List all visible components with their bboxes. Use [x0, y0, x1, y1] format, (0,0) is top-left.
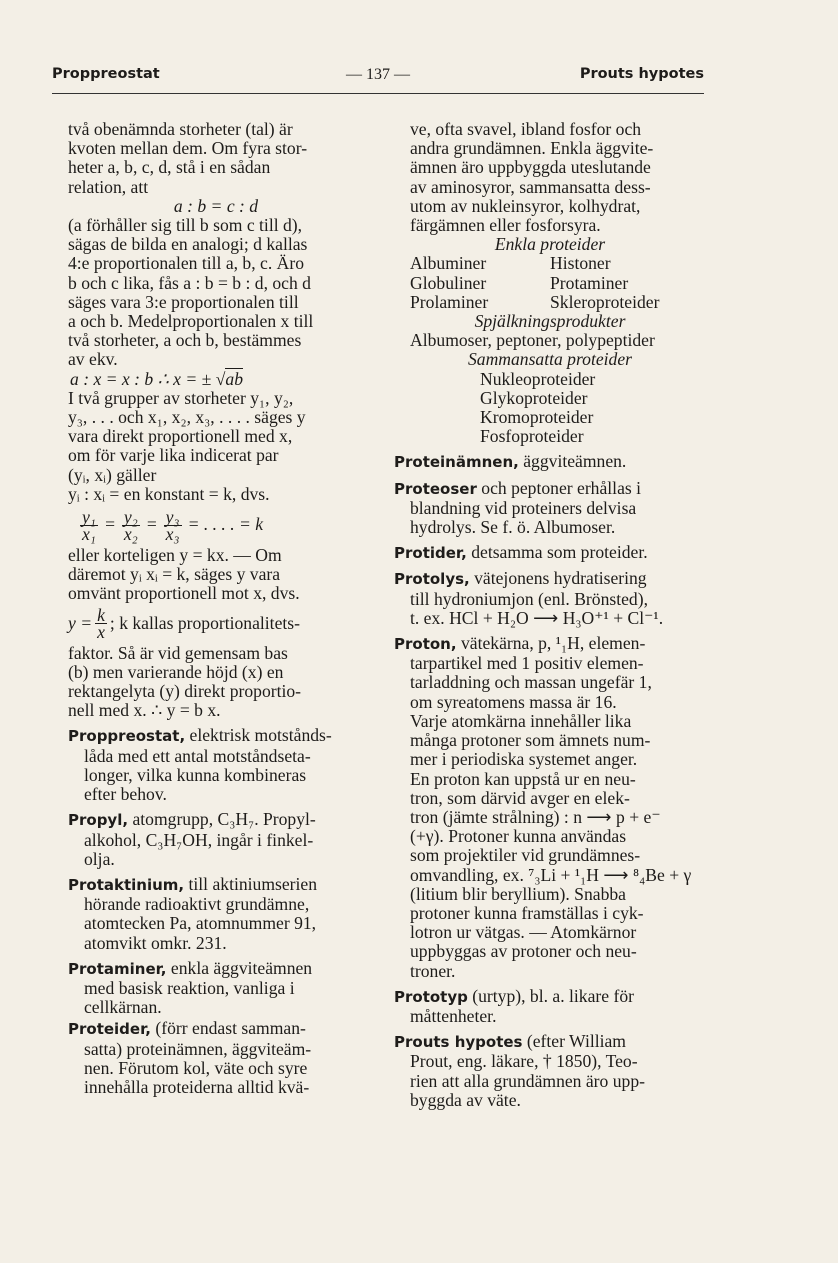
- formula-ratio-chain: [68, 504, 364, 546]
- entry-headword: Proppreostat,: [68, 727, 186, 746]
- equals-sign: =: [145, 514, 158, 535]
- entry-text: innehålla proteiderna alltid kvä-: [84, 1076, 310, 1097]
- subheading-enkla: Enkla proteider: [494, 234, 606, 255]
- entry-text: (urtyp), bl. a. likare för: [472, 985, 634, 1006]
- entry-text: (litium blir beryllium). Snabba: [410, 883, 626, 904]
- frac-num: k: [97, 605, 105, 626]
- entry-text: hörande radioaktivt grundämne,: [84, 894, 310, 915]
- text-line: andra grundämnen. Enkla äggvite-: [410, 138, 654, 159]
- formula-tail: = . . . . = k: [187, 514, 264, 535]
- text-line: vara direkt proportionell med x,: [68, 426, 293, 447]
- entry-proppreostat: [68, 726, 364, 804]
- list-item: Fosfoproteider: [480, 426, 584, 447]
- entry-text: troner.: [410, 960, 456, 981]
- entry-protolys: [394, 569, 706, 628]
- entry-text: Prout, eng. läkare, † 1850), Teo-: [410, 1051, 638, 1072]
- entry-text: atomtecken Pa, atomnummer 91,: [84, 913, 317, 934]
- list-item: Albuminer: [410, 253, 487, 274]
- text-line: (b) men varierande höjd (x) en: [68, 661, 284, 682]
- text-line: omvänt proportionell mot x, dvs.: [68, 583, 300, 604]
- equals-sign: =: [103, 514, 116, 535]
- text-line: ; k kallas proportionalitets-: [109, 613, 300, 634]
- fraction: [164, 506, 182, 544]
- entry-text: protoner kunna framställas i cyk-: [410, 902, 644, 923]
- entry-headword: Protider,: [394, 544, 467, 563]
- text-line: eller korteligen y = kx. — Om: [68, 545, 282, 566]
- entry-protaminer: [68, 959, 364, 1018]
- entry-text: efter behov.: [84, 784, 167, 805]
- entry-protaktinium: [68, 875, 364, 953]
- entry-headword: Prototyp: [394, 987, 468, 1006]
- entry-proton: [394, 634, 706, 981]
- text-line: heter a, b, c, d, stå i en sådan: [68, 157, 271, 178]
- frac-den: x₂: [123, 523, 138, 544]
- entry-text: nen. Förutom kol, väte och syre: [84, 1057, 308, 1078]
- entry-text: till aktiniumserien: [188, 873, 318, 894]
- entry-proteoser: [394, 479, 706, 538]
- entry-text: Varje atomkärna innehåller lika: [410, 710, 632, 731]
- text-line: sägas de bilda en analogi; d kallas: [68, 234, 308, 255]
- entry-text: longer, vilka kunna kombineras: [84, 764, 307, 785]
- formula-text: a : x = x : b ∴ x = ±: [70, 368, 212, 389]
- entry-text: vätekärna, p, ¹₁H, elemen-: [460, 633, 646, 654]
- entry-headword: Protolys,: [394, 570, 470, 589]
- text-line: ve, ofta svavel, ibland fosfor och: [410, 119, 642, 139]
- entry-headword: Proton,: [394, 635, 457, 654]
- list-item: Protaminer: [550, 272, 629, 293]
- entry-headword: Proteider,: [68, 1020, 151, 1039]
- entry-text: rien att alla grundämnen äro upp-: [410, 1070, 645, 1091]
- list-item: Globuliner: [410, 272, 487, 293]
- entry-text: alkohol, C₃H₇OH, ingår i finkel-: [84, 829, 314, 850]
- entry-text: t. ex. HCl + H₂O ⟶ H₃O⁺¹ + Cl⁻¹.: [410, 607, 664, 628]
- list-item: Histoner: [550, 253, 611, 274]
- entry-protider: [394, 543, 706, 563]
- entry-text: äggviteämnen.: [523, 451, 627, 472]
- text-line: utom av nukleinsyror, kolhydrat,: [410, 195, 641, 216]
- text-line: två obenämnda storheter (tal) är: [68, 119, 293, 139]
- entry-text: hydrolys. Se f. ö. Albumoser.: [410, 517, 616, 538]
- entry-text: tarpartikel med 1 positiv elemen-: [410, 653, 644, 674]
- fraction: [80, 506, 98, 544]
- entry-text: byggda av väte.: [410, 1089, 521, 1110]
- entry-text: enkla äggviteämnen: [170, 957, 313, 978]
- entry-text: och peptoner erhållas i: [481, 477, 642, 498]
- entry-prototyp: [394, 987, 706, 1026]
- list-row: [394, 293, 706, 312]
- list-item: Glykoproteider: [480, 387, 588, 408]
- page-header: [52, 66, 704, 86]
- text-line: rektangelyta (y) direkt proportio-: [68, 681, 302, 702]
- subheading-sammansatta: Sammansatta proteider: [467, 349, 633, 370]
- text-line: yᵢ : xᵢ = en konstant = k, dvs.: [68, 483, 270, 504]
- text-line: kvoten mellan dem. Om fyra stor-: [68, 138, 308, 159]
- entry-text: till hydroniumjon (enl. Brönsted),: [410, 588, 648, 609]
- entry-text: blandning vid proteiners delvisa: [410, 497, 637, 518]
- entry-text: omvandling, ex. ⁷₃Li + ¹₁H ⟶ ⁸₄Be + γ: [410, 864, 692, 885]
- frac-num: y₃: [165, 506, 180, 527]
- text-line: däremot yᵢ xᵢ = k, säges y vara: [68, 564, 281, 585]
- formula-inverse: [68, 604, 364, 644]
- formula-lhs: y =: [68, 613, 93, 634]
- text-line: faktor. Så är vid gemensam bas: [68, 642, 288, 663]
- list-row: [394, 254, 706, 273]
- entry-text: (+γ). Protoner kunna användas: [410, 826, 627, 847]
- list-item: Prolaminer: [410, 291, 489, 312]
- frac-num: y₁: [82, 506, 96, 527]
- running-head-right: Prouts hypotes: [579, 66, 704, 82]
- frac-den: x: [97, 622, 105, 643]
- entry-text: låda med ett antal motståndseta-: [84, 745, 311, 766]
- formula-radicand: ab: [225, 368, 243, 389]
- entry-text: satta) proteinämnen, äggviteäm-: [84, 1038, 312, 1059]
- entry-text: vätejonens hydratisering: [474, 568, 647, 589]
- entry-text: tron, som därvid avger en elek-: [410, 787, 630, 808]
- text-line: a och b. Medelproportionalen x till: [68, 311, 314, 332]
- entry-headword: Proteoser: [394, 479, 477, 498]
- text-line: om för varje lika indicerat par: [68, 445, 279, 466]
- entry-headword: Prouts hypotes: [394, 1033, 523, 1052]
- list-item: Skleroproteider: [550, 291, 660, 312]
- text-line: (yᵢ, xᵢ) gäller: [68, 464, 157, 485]
- page-number: — 137 —: [346, 66, 410, 83]
- entry-text: tarladdning och massan ungefär 1,: [410, 672, 652, 693]
- text-line: relation, att: [68, 176, 149, 197]
- entry-text: olja.: [84, 848, 115, 869]
- entry-propyl: [68, 810, 364, 869]
- entry-text: elektrisk motstånds-: [189, 725, 332, 746]
- entry-text: (efter William: [526, 1031, 626, 1052]
- text-line: säges vara 3:e proportionalen till: [68, 291, 299, 312]
- header-rule: [52, 93, 704, 94]
- entry-text: mer i periodiska systemet anger.: [410, 749, 638, 770]
- entry-headword: Proteinämnen,: [394, 453, 519, 472]
- entry-headword: Protaktinium,: [68, 875, 185, 894]
- list-item: Nukleoproteider: [480, 368, 596, 389]
- entry-proteinamnen: [394, 452, 706, 472]
- subheading-spjalkning: Spjälkningsprodukter: [474, 311, 626, 332]
- entry-proteider: [68, 1019, 364, 1097]
- entry-text: En proton kan uppstå ur en neu-: [410, 768, 636, 789]
- frac-num: y₂: [123, 506, 138, 527]
- right-column: [394, 120, 706, 1110]
- text-line: b och c lika, fås a : b = b : d, och d: [68, 272, 311, 293]
- text-line: av ekv.: [68, 349, 118, 370]
- text-line: nell med x. ∴ y = b x.: [68, 700, 221, 721]
- entry-text: tron (jämte strålning) : n ⟶ p + e⁻: [410, 806, 661, 827]
- text-line: y₃, . . . och x₁, x₂, x₃, . . . . säges y: [68, 407, 306, 428]
- entry-prouts-hypotes: [394, 1032, 706, 1110]
- left-column: [68, 120, 364, 1097]
- entry-headword: Propyl,: [68, 811, 129, 830]
- entry-text: många protoner som ämnets num-: [410, 730, 651, 751]
- list-row: [394, 274, 706, 293]
- text-line: ämnen äro uppbyggda uteslutande: [410, 157, 651, 178]
- entry-text: atomgrupp, C₃H₇. Propyl-: [132, 809, 316, 830]
- fraction: [122, 506, 140, 544]
- text-line: 4:e proportionalen till a, b, c. Äro: [68, 253, 304, 274]
- text-line: av aminosyror, sammansatta dess-: [410, 176, 651, 197]
- text-line: färgämnen eller fosforsyra.: [410, 215, 601, 236]
- text-line: (a förhåller sig till b som c till d),: [68, 215, 303, 236]
- list-item: Albumoser, peptoner, polypeptider: [410, 330, 655, 351]
- text-line: två storheter, a och b, bestämmes: [68, 330, 302, 351]
- entry-headword: Protaminer,: [68, 959, 167, 978]
- entry-text: uppbyggas av protoner och neu-: [410, 941, 637, 962]
- list-item: Kromoproteider: [480, 407, 594, 428]
- entry-text: om syreatomens massa är 16.: [410, 691, 617, 712]
- fraction: [95, 605, 107, 643]
- formula-mean-proportional: [68, 370, 364, 389]
- text-line: I två grupper av storheter y₁, y₂,: [68, 387, 294, 408]
- entry-text: måttenheter.: [410, 1005, 497, 1026]
- entry-text: som projektiler vid grundämnes-: [410, 845, 641, 866]
- entry-text: cellkärnan.: [84, 997, 162, 1018]
- sqrt-icon: √: [215, 368, 226, 389]
- formula-analogy: a : b = c : d: [173, 195, 259, 216]
- entry-text: med basisk reaktion, vanliga i: [84, 977, 295, 998]
- frac-den: x₃: [165, 523, 180, 544]
- entry-text: lotron ur vätgas. — Atomkärnor: [410, 922, 637, 943]
- running-head-left: Proppreostat: [52, 66, 160, 82]
- entry-text: (förr endast samman-: [155, 1018, 306, 1039]
- frac-den: x₁: [82, 523, 96, 544]
- entry-text: detsamma som proteider.: [471, 542, 648, 563]
- entry-text: atomvikt omkr. 231.: [84, 932, 227, 953]
